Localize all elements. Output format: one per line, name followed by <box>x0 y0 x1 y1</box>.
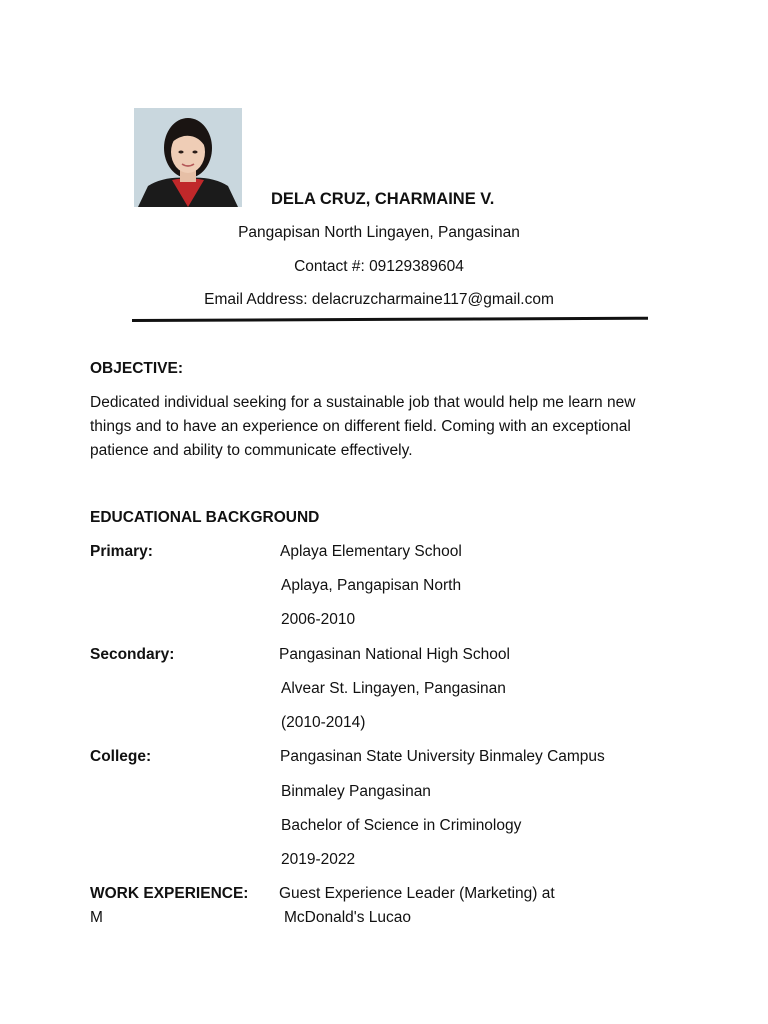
college-location: Binmaley Pangasinan <box>281 783 431 800</box>
secondary-school: Pangasinan National High School <box>279 646 510 663</box>
secondary-location: Alvear St. Lingayen, Pangasinan <box>281 680 506 697</box>
applicant-name: DELA CRUZ, CHARMAINE V. <box>271 190 495 208</box>
secondary-label: Secondary: <box>90 646 175 663</box>
objective-line: things and to have an experience on different field. Coming with an exceptional <box>90 418 631 435</box>
primary-label: Primary: <box>90 543 153 560</box>
education-heading: EDUCATIONAL BACKGROUND <box>90 509 320 526</box>
primary-school: Aplaya Elementary School <box>280 543 462 560</box>
college-label: College: <box>90 748 152 765</box>
objective-line: patience and ability to communicate effectively. <box>90 442 413 459</box>
primary-location: Aplaya, Pangapisan North <box>281 577 462 594</box>
objective-heading: OBJECTIVE: <box>90 360 184 377</box>
objective-text <box>90 391 680 463</box>
email-address: Email Address: delacruzcharmaine117@gmail.com <box>204 291 554 308</box>
college-years: 2019-2022 <box>281 851 356 868</box>
portrait-photo-icon <box>134 108 242 207</box>
work-experience-label: WORK EXPERIENCE: <box>90 885 249 902</box>
header-divider <box>132 317 648 322</box>
college-degree: Bachelor of Science in Criminology <box>281 817 522 834</box>
work-position: Guest Experience Leader (Marketing) at <box>279 885 555 902</box>
secondary-years: (2010-2014) <box>281 714 366 731</box>
contact-number: Contact #: 09129389604 <box>294 258 464 275</box>
work-employer: McDonald's Lucao <box>284 909 412 926</box>
primary-years: 2006-2010 <box>281 611 356 628</box>
objective-line: Dedicated individual seeking for a sustainable job that would help me learn new <box>90 394 636 411</box>
address: Pangapisan North Lingayen, Pangasinan <box>238 224 520 241</box>
profile-photo <box>134 108 242 207</box>
work-experience-label-cont: M <box>90 909 103 926</box>
college-school: Pangasinan State University Binmaley Campus <box>280 748 605 765</box>
